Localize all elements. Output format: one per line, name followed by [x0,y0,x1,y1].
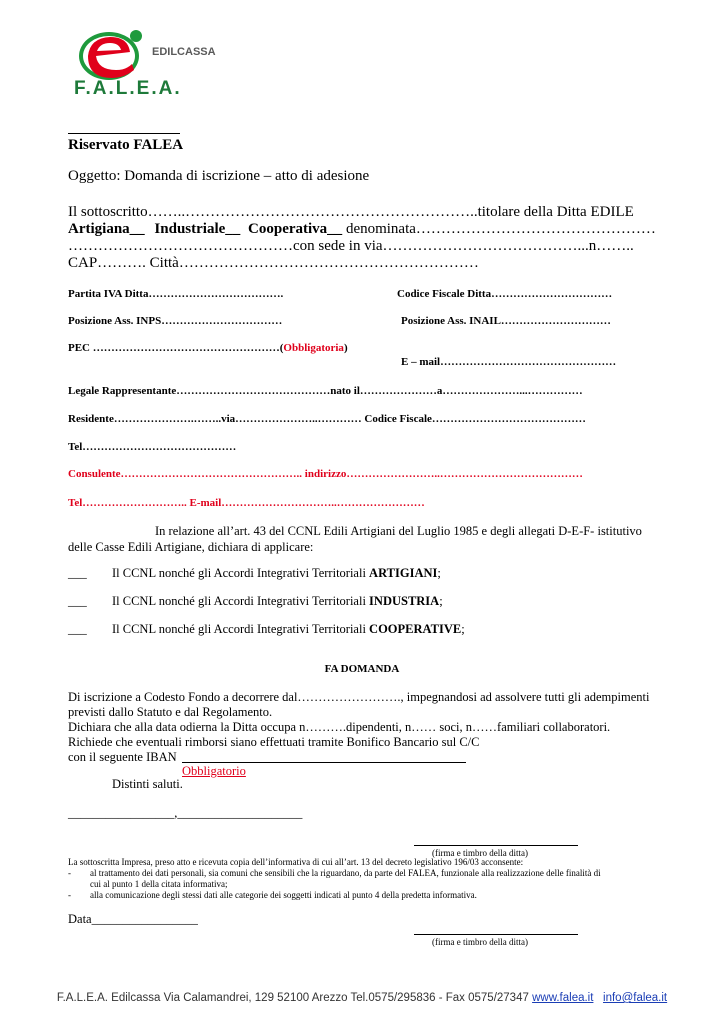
option-bold-label: COOPERATIVE [369,622,462,636]
falea-logo [70,26,238,102]
body-line-1: Di iscrizione a Codesto Fondo a decorrere dal……………………., impegnandosi ad assolvere tutti gli adempimenti [68,690,650,704]
pec-field [68,342,348,354]
partita-iva-field: Partita IVA Ditta………………………………. [68,288,284,300]
e-swoosh-logo-icon [76,26,146,82]
option-blank: ___ [68,594,87,608]
option-bold-label: ARTIGIANI [369,566,438,580]
pec-close: ) [343,342,348,354]
codice-fiscale-ditta-field: Codice Fiscale Ditta…………………………… [397,288,613,300]
privacy-bullet-1: al trattamento dei dati personali, sia comuni che sensibili che la riguardano, da parte del FALEA, funzionale alla realizzazione delle finalità di [90,868,601,878]
tel-field: Tel…………………………………… [68,441,237,453]
place-date-line: _________________,____________________ [68,806,303,820]
privacy-bullet-1-marker: - [68,868,71,878]
iban-required-note: Obbligatorio [182,764,246,778]
logo-brand-text: EDILCASSA [152,46,216,58]
footer-web-link[interactable]: www.falea.it [532,992,594,1004]
intro-line-1: Il sottoscritto……..…………………………………………………..titolare della Ditta EDILE [68,204,634,220]
intro-line-3: ………………………………………con sede in via…………………………………...n…….. [68,238,634,254]
footer [0,992,724,1004]
privacy-bullet-2: alla comunicazione degli stessi dati alle categorie dei soggetti indicati al punto 4 della predetta informativa. [90,890,477,900]
footer-gap [593,992,603,1004]
logo-name-text: F.A.L.E.A. [74,78,182,99]
industriale-option: Industriale__ [154,221,241,237]
option-text: Il CCNL nonché gli Accordi Integrativi Territoriali [112,594,370,608]
body-line-3: Dichiara che alla data odierna la Ditta occupa n……….dipendenti, n…… soci, n……familiari collaboratori. [68,720,611,734]
intro-line-2 [68,221,656,238]
residente-field: Residente………………….……..via…………………..………… Codice Fiscale…………………………………… [68,413,586,425]
option-industria [68,594,443,609]
pec-required-note: Obbligatoria [283,342,344,354]
option-cooperative [68,622,465,637]
option-end: ; [437,566,441,580]
legale-rappresentante-field: Legale Rappresentante……………………………………nato il…………………a…………………...…………… [68,385,583,397]
option-blank: ___ [68,622,87,636]
artigiana-option: Artigiana__ [68,221,145,237]
body-line-5: con il seguente IBAN [68,750,177,764]
signature-line-2 [414,934,578,935]
consulente-field: Consulente………………………………………….. indirizzo……………………..………………………………… [68,468,583,480]
data-line: Data_________________ [68,912,198,926]
option-text: Il CCNL nonché gli Accordi Integrativi Territoriali [112,566,370,580]
privacy-bullet-2-marker: - [68,890,71,900]
reserved-rule [68,133,180,134]
fa-domanda-heading: FA DOMANDA [324,663,400,675]
signature-line [414,845,578,846]
option-end: ; [461,622,465,636]
footer-address: F.A.L.E.A. Edilcassa Via Calamandrei, 129 52100 Arezzo Tel.0575/295836 - Fax 0575/27347 [56,992,533,1004]
privacy-intro: La sottoscritta Impresa, preso atto e ricevuta copia dell’informativa di cui all’art. 13 del decreto legislativo 196/03 acconsente: [68,857,524,867]
denominata-field: denominata………………………………………… [345,221,656,237]
option-artigiani [68,566,441,581]
closing-text: Distinti saluti. [112,777,183,791]
pec-label: PEC ……………………………………………( [68,342,284,354]
option-text: Il CCNL nonché gli Accordi Integrativi Territoriali [112,622,370,636]
option-end: ; [439,594,443,608]
intro-line-4: CAP………. Città…………………………………………………… [68,255,479,271]
relation-line-2: delle Casse Edili Artigiane, dichiara di applicare: [68,540,314,554]
option-bold-label: INDUSTRIA [369,594,440,608]
consulente-contact-field: Tel……………………….. E-mail…………………………..…………………… [68,497,425,509]
option-blank: ___ [68,566,87,580]
signature-caption: (firma e timbro della ditta) [432,848,528,858]
reserved-label: Riservato FALEA [68,137,184,153]
relation-line-1: In relazione all’art. 43 del CCNL Edili Artigiani del Luglio 1985 e degli allegati D-E-F- istitutivo [155,524,642,538]
inps-field: Posizione Ass. INPS…………………………… [68,315,283,327]
signature-caption-2: (firma e timbro della ditta) [432,937,528,947]
email-field: E – mail………………………………………… [401,356,617,368]
cooperativa-option: Cooperativa__ [248,221,343,237]
privacy-bullet-1-cont: cui al punto 1 della citata informativa; [90,879,228,889]
inail-field: Posizione Ass. INAIL………………………… [401,315,611,327]
iban-line [182,762,466,763]
body-line-2: previsti dallo Statuto e dal Regolamento. [68,705,273,719]
footer-email-link[interactable]: info@falea.it [603,992,668,1004]
subject-line: Oggetto: Domanda di iscrizione – atto di adesione [68,168,370,184]
body-line-4: Richiede che eventuali rimborsi siano effettuati tramite Bonifico Bancario sul C/C [68,735,480,749]
